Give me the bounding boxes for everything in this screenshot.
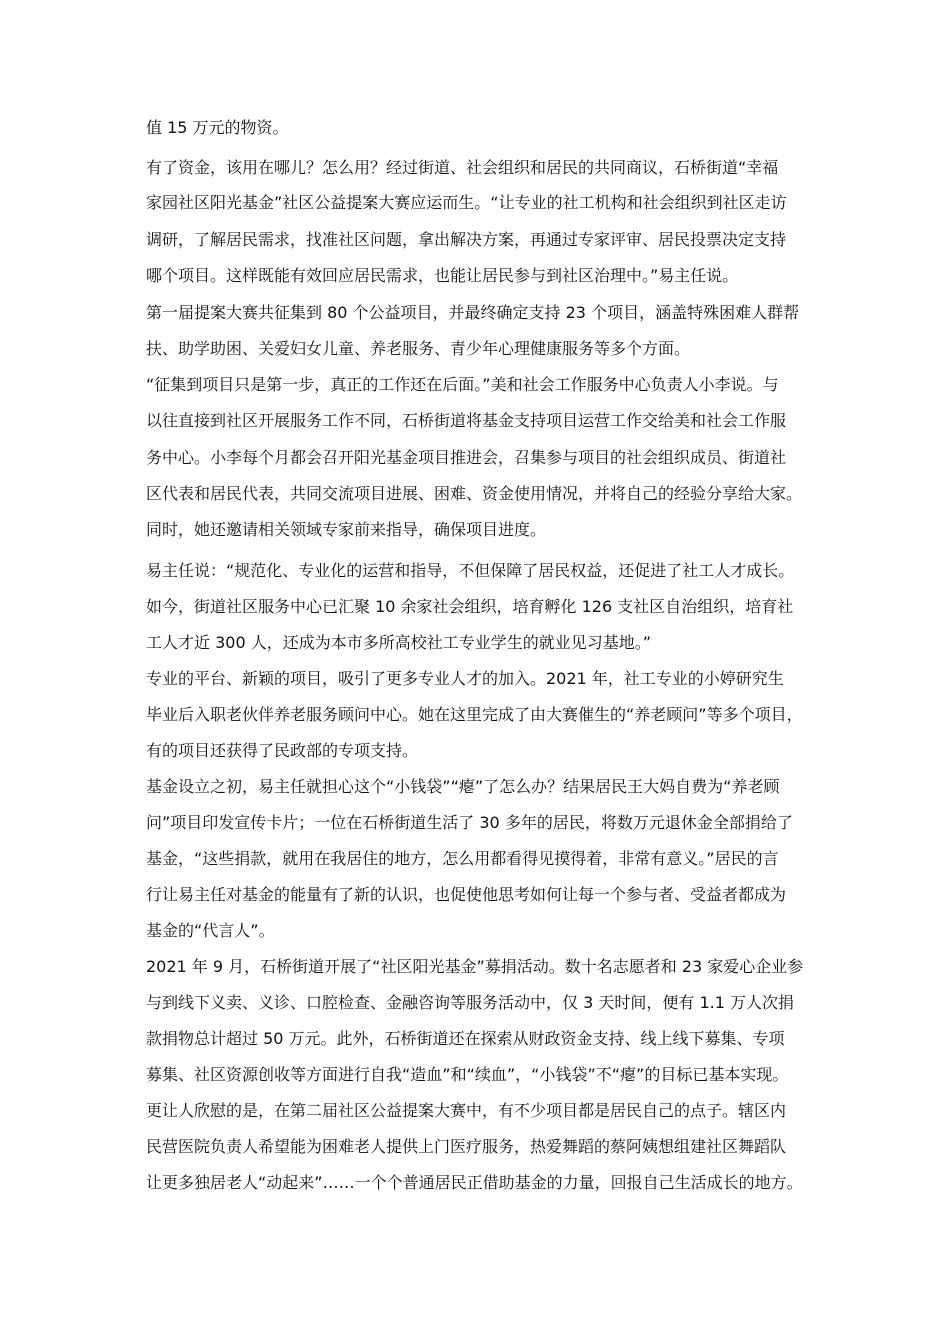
text-line: 工人才近 300 人，还成为本市多所高校社工专业学生的就业见习基地。”	[146, 633, 652, 652]
text-line: 区代表和居民代表，共同交流项目进展、困难、资金使用情况，并将自己的经验分享给大家。	[146, 484, 803, 503]
text-line: 有的项目还获得了民政部的专项支持。	[146, 741, 419, 760]
text-line: 更让人欣慰的是，在第二届社区公益提案大赛中，有不少项目都是居民自己的点子。辖区内	[146, 1101, 787, 1120]
text-line: 扶、助学助困、关爱妇女儿童、养老服务、青少年心理健康服务等多个方面。	[146, 339, 691, 358]
text-line: 家园社区阳光基金”社区公益提案大赛应运而生。“让专业的社工机构和社会组织到社区走访	[146, 193, 787, 212]
text-line: 民营医院负责人希望能为困难老人提供上门医疗服务，热爱舞蹈的蔡阿姨想组建社区舞蹈队	[146, 1137, 787, 1156]
text-line: 基金的“代言人”。	[146, 921, 275, 940]
text-line: 款捐物总计超过 50 万元。此外，石桥街道还在探索从财政资金支持、线上线下募集、专项	[146, 1029, 785, 1048]
text-line: 专业的平台、新颖的项目，吸引了更多专业人才的加入。2021 年，社工专业的小婷研究生	[146, 669, 784, 688]
text-line: 易主任说：“规范化、专业化的运营和指导，不但保障了居民权益，还促进了社工人才成长。	[146, 561, 795, 580]
text-line: 基金设立之初，易主任就担心这个“小钱袋”“瘪”了怎么办？结果居民王大妈自费为“养老顾	[146, 777, 780, 796]
text-line: 同时，她还邀请相关领域专家前来指导，确保项目进度。	[146, 520, 547, 539]
text-line: “征集到项目只是第一步，真正的工作还在后面。”美和社会工作服务中心负责人小李说。与	[146, 375, 779, 394]
text-line: 哪个项目。这样既能有效回应居民需求，也能让居民参与到社区治理中。”易主任说。	[146, 266, 739, 285]
text-line: 值 15 万元的物资。	[146, 118, 289, 137]
text-line: 毕业后入职老伙伴养老服务顾问中心。她在这里完成了由大赛催生的“养老顾问”等多个项目，	[146, 705, 803, 724]
text-line: 与到线下义卖、义诊、口腔检查、金融咨询等服务活动中，仅 3 天时间，便有 1.1 万人次捐	[146, 993, 794, 1012]
text-line: 问”项目印发宣传卡片；一位在石桥街道生活了 30 多年的居民，将数万元退休金全部捐给了	[146, 813, 793, 832]
text-line: 第一届提案大赛共征集到 80 个公益项目，并最终确定支持 23 个项目，涵盖特殊困难人群帮	[146, 303, 800, 322]
text-line: 有了资金，该用在哪儿？怎么用？经过街道、社会组织和居民的共同商议，石桥街道“幸福	[146, 158, 779, 177]
text-line: 如今，街道社区服务中心已汇聚 10 余家社会组织，培育孵化 126 支社区自治组织，培育社	[146, 597, 794, 616]
text-line: 行让易主任对基金的能量有了新的认识，也促使他思考如何让每一个参与者、受益者都成为	[146, 885, 787, 904]
text-line: 让更多独居老人“动起来”……一个个普通居民正借助基金的力量，回报自己生活成长的地方。	[146, 1173, 803, 1192]
text-line: 以往直接到社区开展服务工作不同，石桥街道将基金支持项目运营工作交给美和社会工作服	[146, 411, 787, 430]
text-line: 基金，“这些捐款，就用在我居住的地方，怎么用都看得见摸得着，非常有意义。”居民的言	[146, 849, 779, 868]
text-line: 募集、社区资源创收等方面进行自我“造血”和“续血”，“小钱袋”不“瘪”的目标已基本实现。	[146, 1065, 789, 1084]
text-line: 调研，了解居民需求，找准社区问题，拿出解决方案，再通过专家评审、居民投票决定支持	[146, 230, 787, 249]
text-line: 务中心。小李每个月都会召开阳光基金项目推进会，召集参与项目的社会组织成员、街道社	[146, 448, 787, 467]
text-line: 2021 年 9 月，石桥街道开展了“社区阳光基金”募捐活动。数十名志愿者和 23 家爱心企业参	[146, 957, 804, 976]
